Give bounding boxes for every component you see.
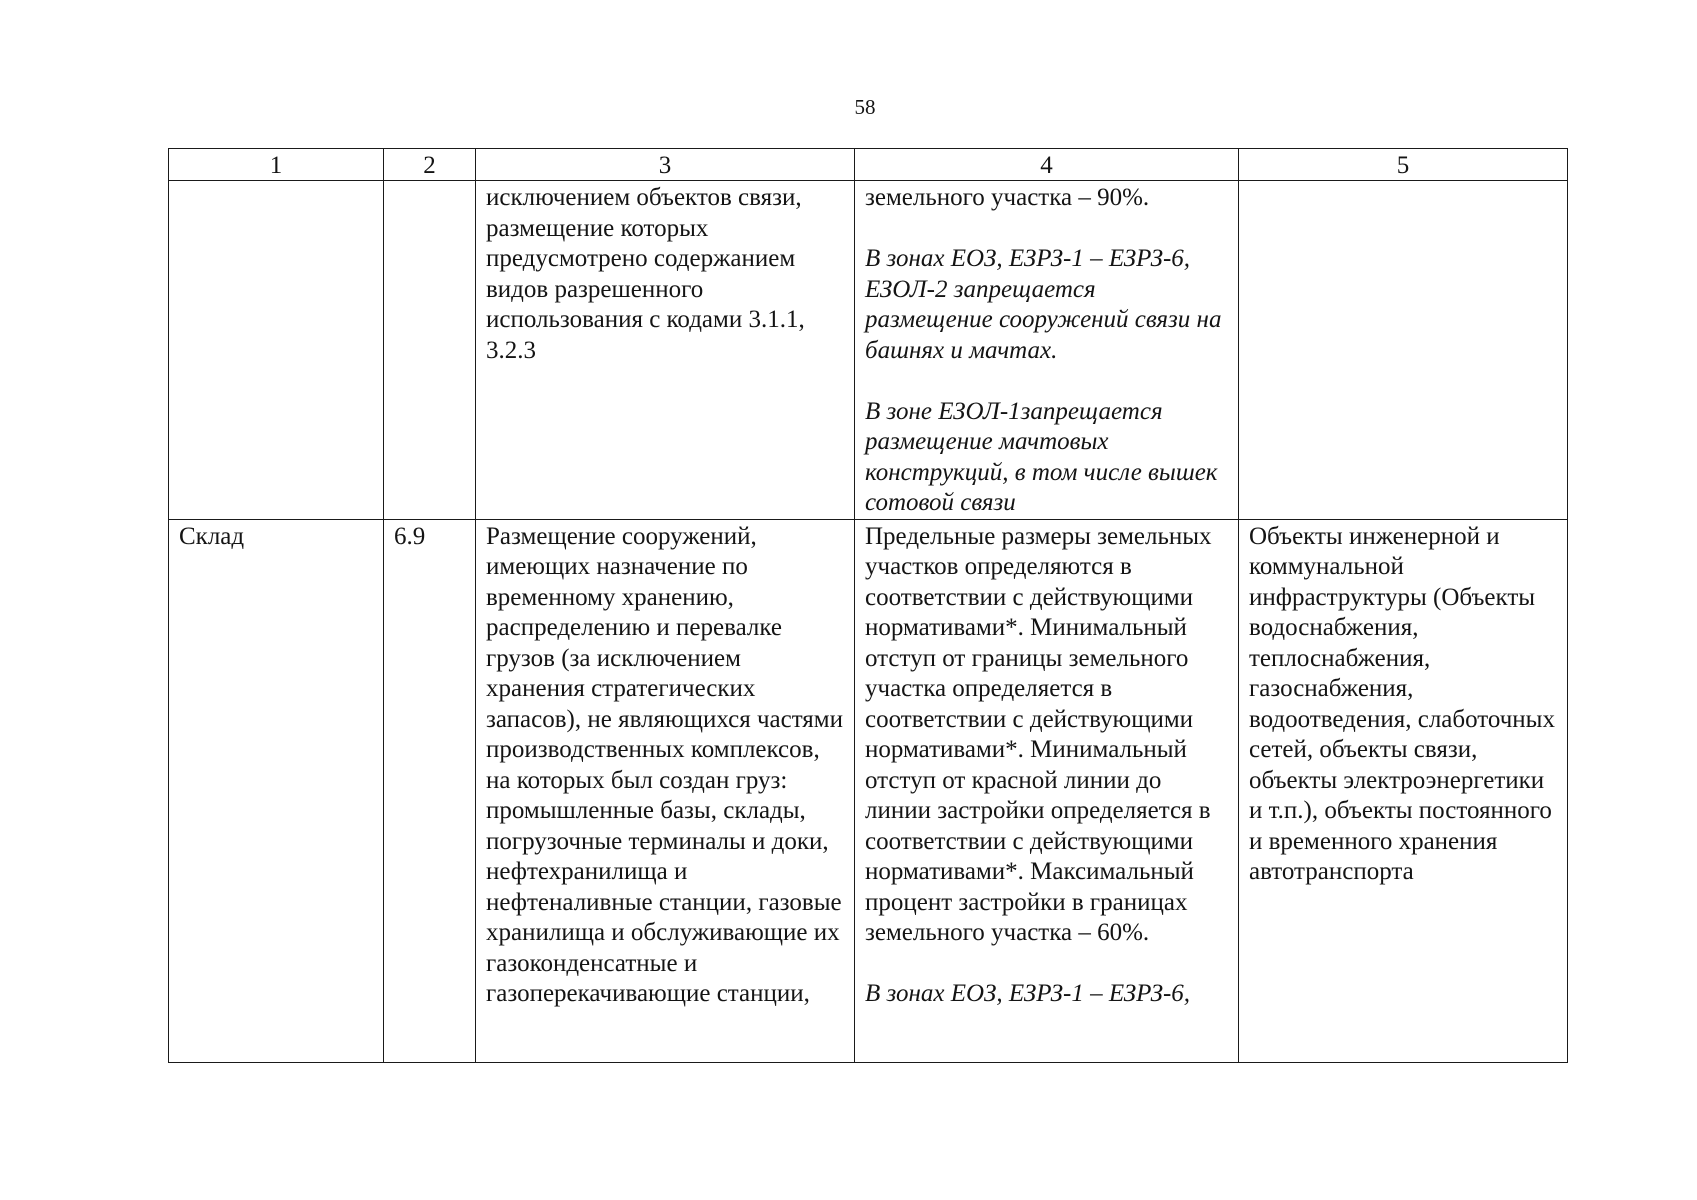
header-row <box>169 149 1568 181</box>
header-col-2: 2 <box>384 149 476 181</box>
use-code-cell <box>384 181 476 520</box>
header-col-5: 5 <box>1239 149 1568 181</box>
table-row <box>169 181 1568 520</box>
use-name-cell <box>169 181 384 520</box>
auxiliary-uses-cell: Объекты инженерной и коммунальной инфраструктуры (Объекты водоснабжения, теплоснабжения, газоснабжения, водоотведения, слаботочных сетей, объекты связи, объекты электроэнергетики и т.п.), объекты постоянного и временного хранения автотранспорта <box>1239 519 1568 1062</box>
parameters-cell <box>855 519 1239 1062</box>
restriction-text: В зонах ЕОЗ, ЕЗРЗ-1 – ЕЗРЗ-6, ЕЗОЛ-2 запрещается размещение сооружений связи на башнях и мачтах. <box>865 245 1222 364</box>
header-col-1: 1 <box>169 149 384 181</box>
table-row <box>169 519 1568 1062</box>
use-code-cell: 6.9 <box>384 519 476 1062</box>
land-use-table <box>168 148 1568 1063</box>
header-col-3: 3 <box>476 149 855 181</box>
page-number: 58 <box>854 95 876 119</box>
use-description-cell: Размещение сооружений, имеющих назначение по временному хранению, распределению и перевалке грузов (за исключением хранения стратегических запасов), не являющихся частями производственных комплексов, на которых был создан груз: промышленные базы, склады, погрузочные терминалы и доки, нефтехранилища и нефтеналивные станции, газовые хранилища и обслуживающие их газоконденсатные и газоперекачивающие станции, <box>476 519 855 1062</box>
parameters-text: Предельные размеры земельных участков определяются в соответствии с действующими нормативами*. Минимальный отступ от границы земельного участка определяется в соответствии с действующими нормативами*. Минимальный отступ от красной линии до линии застройки определяется в соответствии с действующими нормативами*. Максимальный процент застройки в границах земельного участка – 60%. <box>865 522 1212 946</box>
header-col-4: 4 <box>855 149 1239 181</box>
parameters-cell <box>855 181 1239 520</box>
parameters-text: земельного участка – 90%. <box>865 184 1150 211</box>
restriction-text: В зоне ЕЗОЛ-1запрещается размещение мачтовых конструкций, в том числе вышек сотовой связи <box>865 397 1218 516</box>
auxiliary-uses-cell <box>1239 181 1568 520</box>
use-description-cell: исключением объектов связи, размещение которых предусмотрено содержанием видов разрешенного использования с кодами 3.1.1, 3.2.3 <box>476 181 855 520</box>
restriction-text: В зонах ЕОЗ, ЕЗРЗ-1 – ЕЗРЗ-6, <box>865 980 1191 1007</box>
use-name-cell: Склад <box>169 519 384 1062</box>
